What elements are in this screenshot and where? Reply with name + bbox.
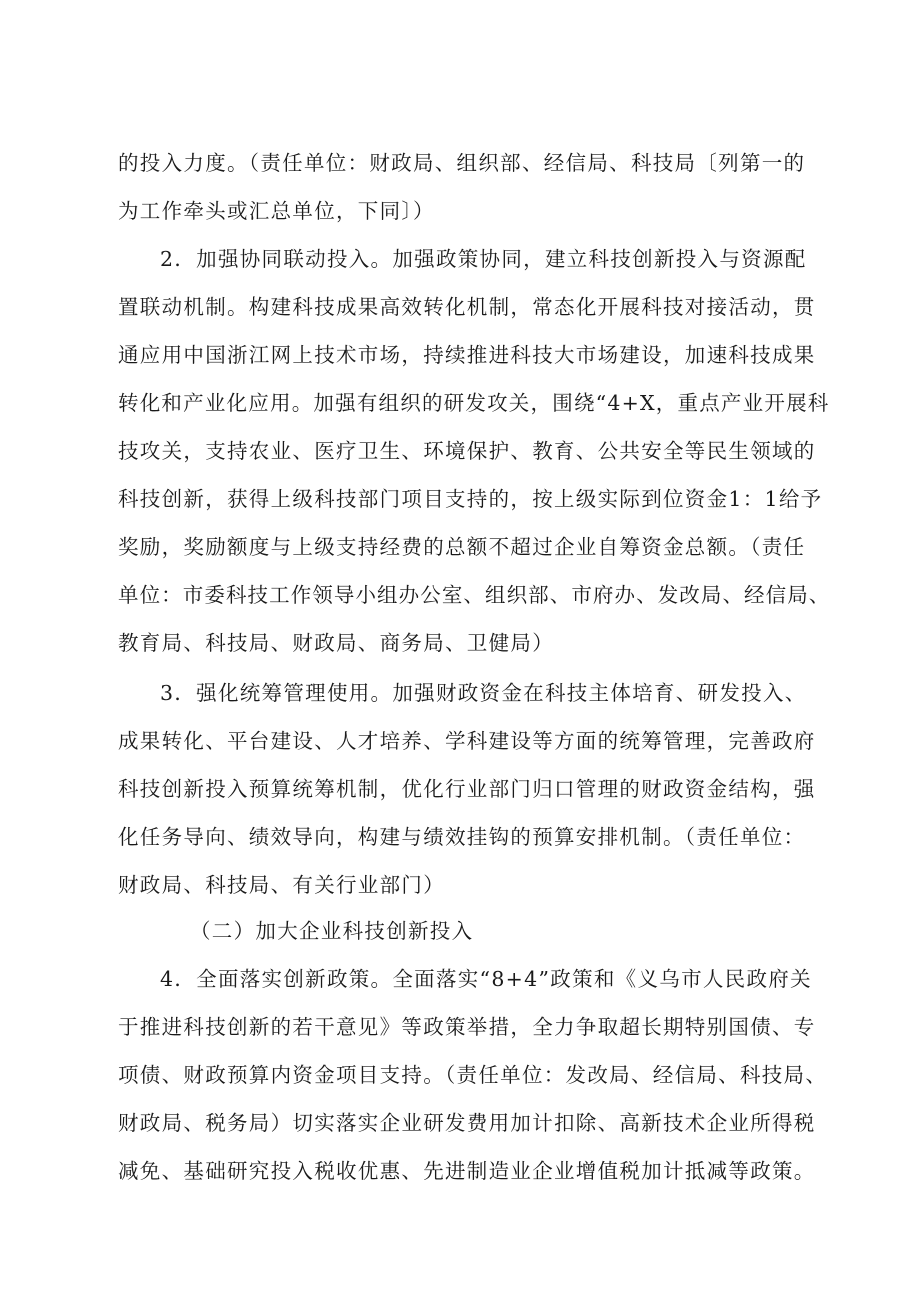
text-line: 减免、基础研究投入税收优惠、先进制造业企业增值税加计抵减等政策。 [118,1159,816,1183]
text-line: 项债、财政预算内资金项目支持。（责任单位：发改局、经信局、科技局、 [118,1063,828,1087]
text-line: 科技创新投入预算统筹机制，优化行业部门归口管理的财政资金结构，强 [118,777,816,801]
section-heading: （二）加大企业科技创新投入 [190,919,474,943]
paragraph-2-first-line: 2．加强协同联动投入。加强政策协同，建立科技创新投入与资源配 [160,247,807,271]
text-line: 单位：市委科技工作领导小组办公室、组织部、市府办、发改局、经信局、 [118,583,831,607]
text-line: 化任务导向、绩效导向，构建与绩效挂钩的预算安排机制。（责任单位： [118,825,806,849]
text-line: 财政局、税务局）切实落实企业研发费用加计扣除、高新技术企业所得税 [118,1111,816,1135]
text-line: 的投入力度。（责任单位：财政局、组织部、经信局、科技局〔列第一的 [118,151,806,175]
text-line: 转化和产业化应用。加强有组织的研发攻关，围绕“4+X，重点产业开展科 [118,391,830,415]
paragraph-3-first-line: 3．强化统筹管理使用。加强财政资金在科技主体培育、研发投入、 [160,681,807,705]
text-line: 财政局、科技局、有关行业部门） [118,873,445,897]
text-line: 于推进科技创新的若干意见》等政策举措，全力争取超长期特别国债、专 [118,1015,816,1039]
text-line: 成果转化、平台建设、人才培养、学科建设等方面的统筹管理，完善政府 [118,729,816,753]
text-line: 奖励，奖励额度与上级支持经费的总额不超过企业自筹资金总额。（责任 [118,535,806,559]
text-line: 教育局、科技局、财政局、商务局、卫健局） [118,631,554,655]
paragraph-4-first-line: 4．全面落实创新政策。全面落实“8+4”政策和《义乌市人民政府关 [160,967,812,991]
text-line: 技攻关，支持农业、医疗卫生、环境保护、教育、公共安全等民生领域的 [118,439,816,463]
text-line: 为工作牵头或汇总单位，下同〕） [118,199,435,223]
text-line: 通应用中国浙江网上技术市场，持续推进科技大市场建设，加速科技成果 [118,343,816,367]
text-line: 科技创新，获得上级科技部门项目支持的，按上级实际到位资金1：1给予 [118,487,823,511]
text-line: 置联动机制。构建科技成果高效转化机制，常态化开展科技对接活动，贯 [118,295,816,319]
